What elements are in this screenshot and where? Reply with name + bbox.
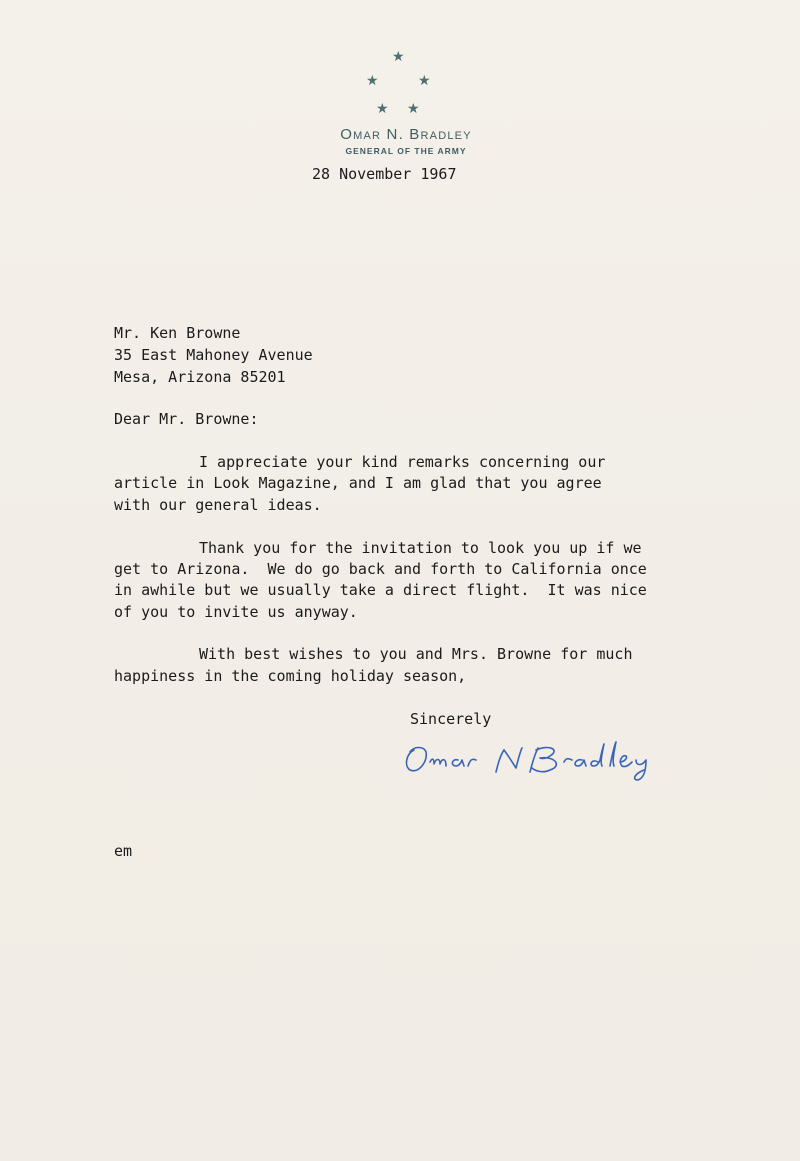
typist-initials: em [114,842,133,860]
body-line: with our general ideas. [114,496,322,514]
star-icon: ★ [366,73,379,89]
body-line: get to Arizona. We do go back and forth to California once [114,560,647,578]
handwritten-signature [400,732,700,782]
recipient-city: Mesa, Arizona 85201 [114,368,286,386]
star-icon: ★ [392,49,405,65]
rank-stars [0,0,800,130]
recipient-street: 35 East Mahoney Avenue [114,346,313,364]
body-line: in awhile but we usually take a direct flight. It was nice [114,581,647,599]
star-icon: ★ [418,73,431,89]
body-line: Thank you for the invitation to look you up if we [199,539,642,557]
body-line: article in Look Magazine, and I am glad that you agree [114,474,602,492]
salutation: Dear Mr. Browne: [114,410,259,428]
star-icon: ★ [376,101,389,117]
body-line: With best wishes to you and Mrs. Browne for much [199,645,633,663]
closing: Sincerely [410,710,492,728]
body-line: I appreciate your kind remarks concerning our [199,453,606,471]
letterhead-title: GENERAL OF THE ARMY [345,146,467,156]
letterhead-name: Omar N. Bradley [340,126,472,143]
body-line: of you to invite us anyway. [114,603,358,621]
body-line: happiness in the coming holiday season, [114,667,467,685]
letter-date: 28 November 1967 [312,165,457,183]
recipient-name: Mr. Ken Browne [114,324,241,342]
star-icon: ★ [407,101,420,117]
